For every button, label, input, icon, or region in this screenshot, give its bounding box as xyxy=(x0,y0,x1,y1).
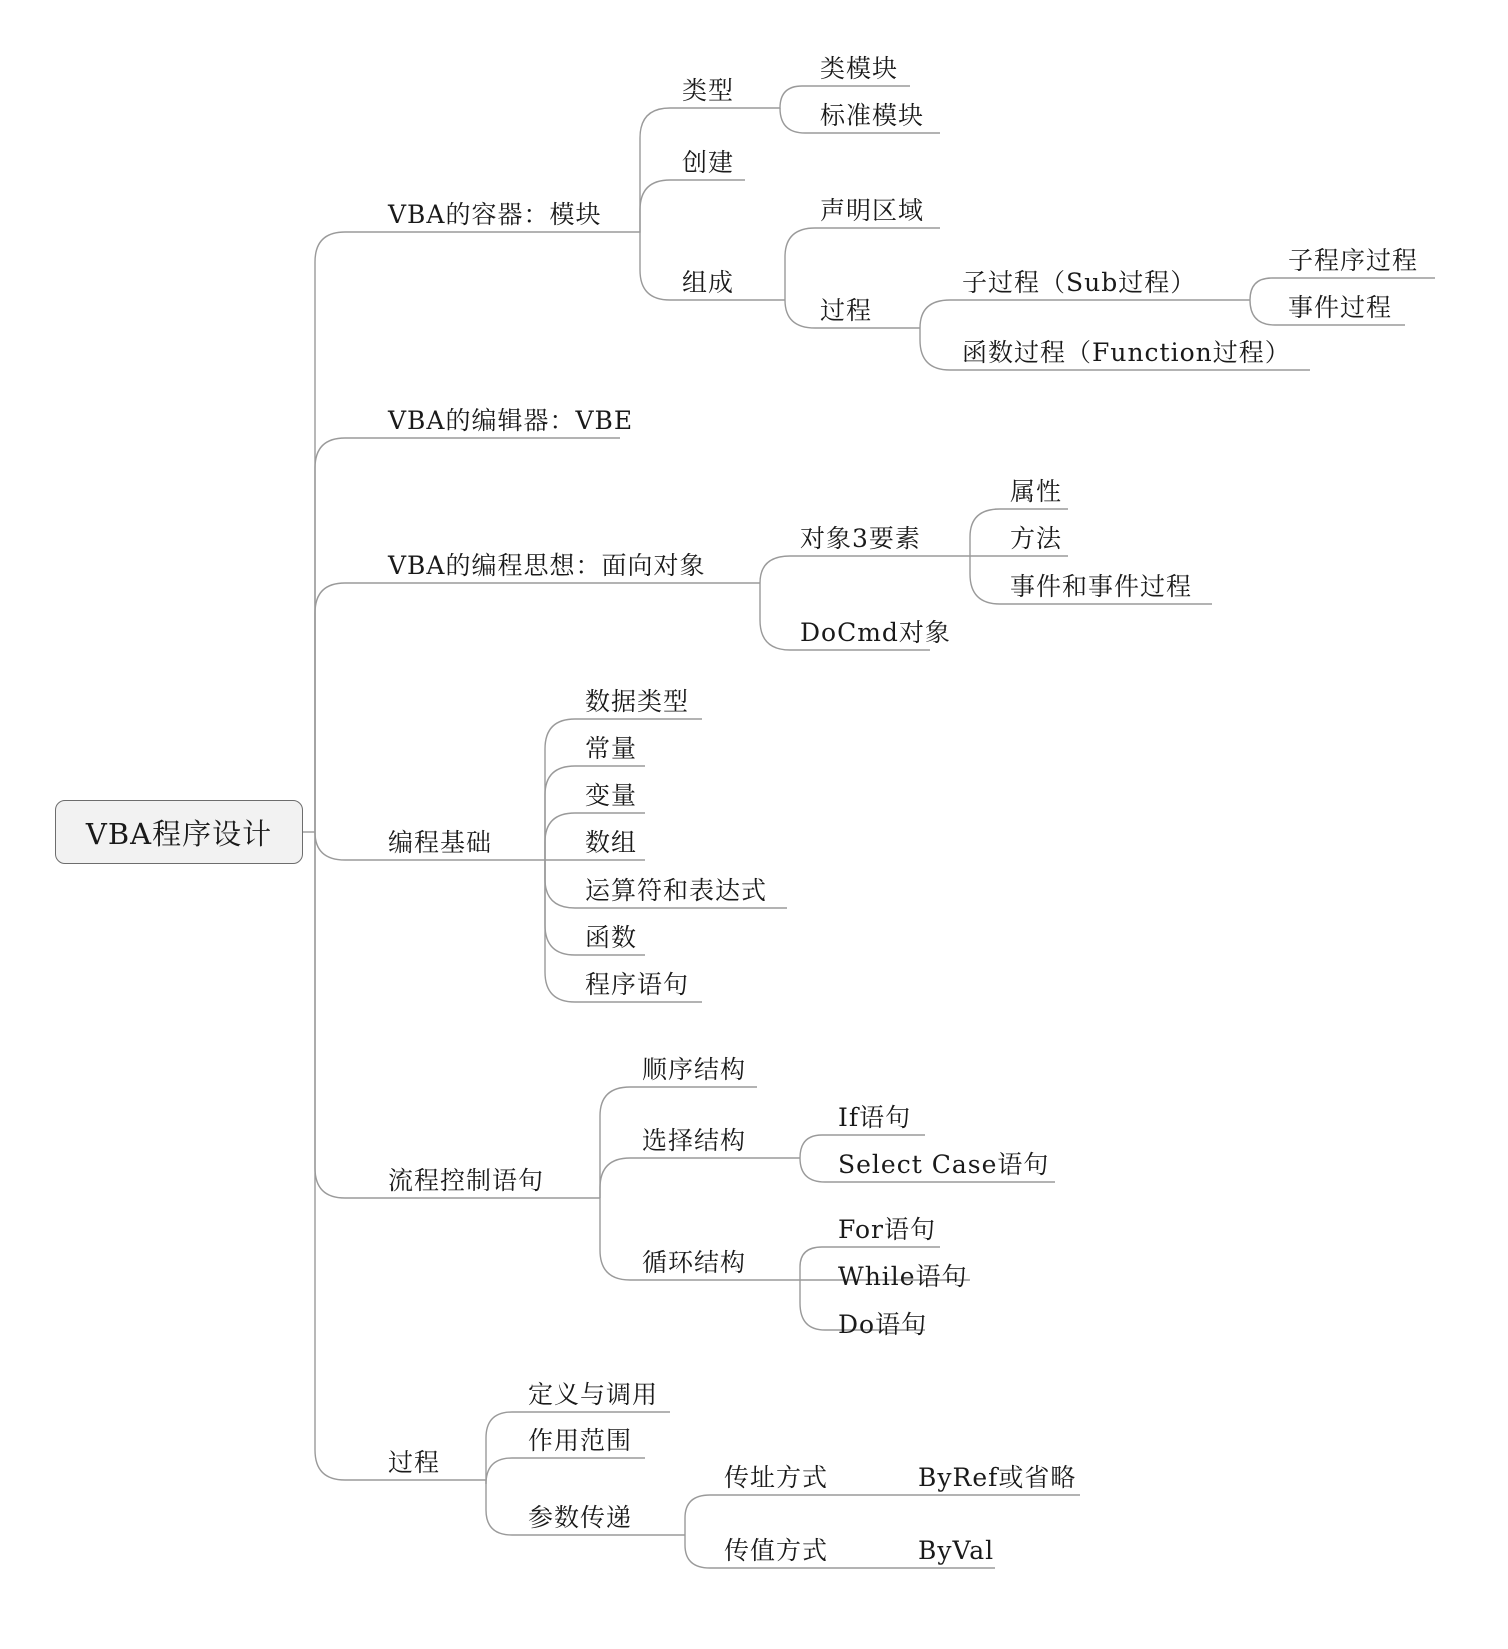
branch-procedure[interactable]: 过程 xyxy=(388,1448,441,1477)
branch-module-container[interactable]: VBA的容器：模块 xyxy=(388,200,602,229)
node-event-procedure[interactable]: 事件过程 xyxy=(1288,293,1393,322)
node-select-case[interactable]: Select Case语句 xyxy=(838,1150,1050,1179)
node-sequence[interactable]: 顺序结构 xyxy=(642,1055,747,1084)
node-loop[interactable]: 循环结构 xyxy=(642,1248,747,1277)
node-type[interactable]: 类型 xyxy=(682,76,735,105)
node-operators[interactable]: 运算符和表达式 xyxy=(585,876,768,905)
node-do-statement[interactable]: Do语句 xyxy=(838,1310,928,1339)
node-object-3-elements[interactable]: 对象3要素 xyxy=(800,524,921,553)
node-composition[interactable]: 组成 xyxy=(682,268,735,297)
node-function-procedure[interactable]: 函数过程（Function过程） xyxy=(962,338,1291,367)
node-docmd-object[interactable]: DoCmd对象 xyxy=(800,618,951,647)
node-declaration-area[interactable]: 声明区域 xyxy=(820,196,925,225)
node-class-module[interactable]: 类模块 xyxy=(820,54,899,83)
node-events[interactable]: 事件和事件过程 xyxy=(1010,572,1193,601)
node-byval-keyword[interactable]: ByVal xyxy=(918,1536,995,1565)
node-selection[interactable]: 选择结构 xyxy=(642,1126,747,1155)
node-by-value[interactable]: 传值方式 xyxy=(724,1536,829,1565)
branch-oop[interactable]: VBA的编程思想：面向对象 xyxy=(388,551,706,580)
branch-editor[interactable]: VBA的编辑器：VBE xyxy=(388,406,634,435)
branch-programming-basics[interactable]: 编程基础 xyxy=(388,828,493,857)
node-scope[interactable]: 作用范围 xyxy=(528,1426,633,1455)
node-define-call[interactable]: 定义与调用 xyxy=(528,1380,659,1409)
node-if-statement[interactable]: If语句 xyxy=(838,1103,912,1132)
node-variables[interactable]: 变量 xyxy=(585,781,638,810)
node-subroutine-procedure[interactable]: 子程序过程 xyxy=(1288,246,1419,275)
node-property[interactable]: 属性 xyxy=(1010,477,1063,506)
node-byref-keyword[interactable]: ByRef或省略 xyxy=(918,1463,1077,1492)
node-parameter-passing[interactable]: 参数传递 xyxy=(528,1503,633,1532)
node-sub-procedure[interactable]: 子过程（Sub过程） xyxy=(962,268,1197,297)
node-procedure[interactable]: 过程 xyxy=(820,296,873,325)
root-node[interactable]: VBA程序设计 xyxy=(55,800,303,864)
branch-flow-control[interactable]: 流程控制语句 xyxy=(388,1166,545,1195)
node-constants[interactable]: 常量 xyxy=(585,734,638,763)
node-for-statement[interactable]: For语句 xyxy=(838,1215,936,1244)
node-method[interactable]: 方法 xyxy=(1010,524,1063,553)
node-functions[interactable]: 函数 xyxy=(585,923,638,952)
node-data-types[interactable]: 数据类型 xyxy=(585,687,690,716)
node-create[interactable]: 创建 xyxy=(682,148,735,177)
node-standard-module[interactable]: 标准模块 xyxy=(820,101,925,130)
node-statements[interactable]: 程序语句 xyxy=(585,970,690,999)
node-by-reference[interactable]: 传址方式 xyxy=(724,1463,829,1492)
node-arrays[interactable]: 数组 xyxy=(585,828,638,857)
node-while-statement[interactable]: While语句 xyxy=(838,1262,968,1291)
